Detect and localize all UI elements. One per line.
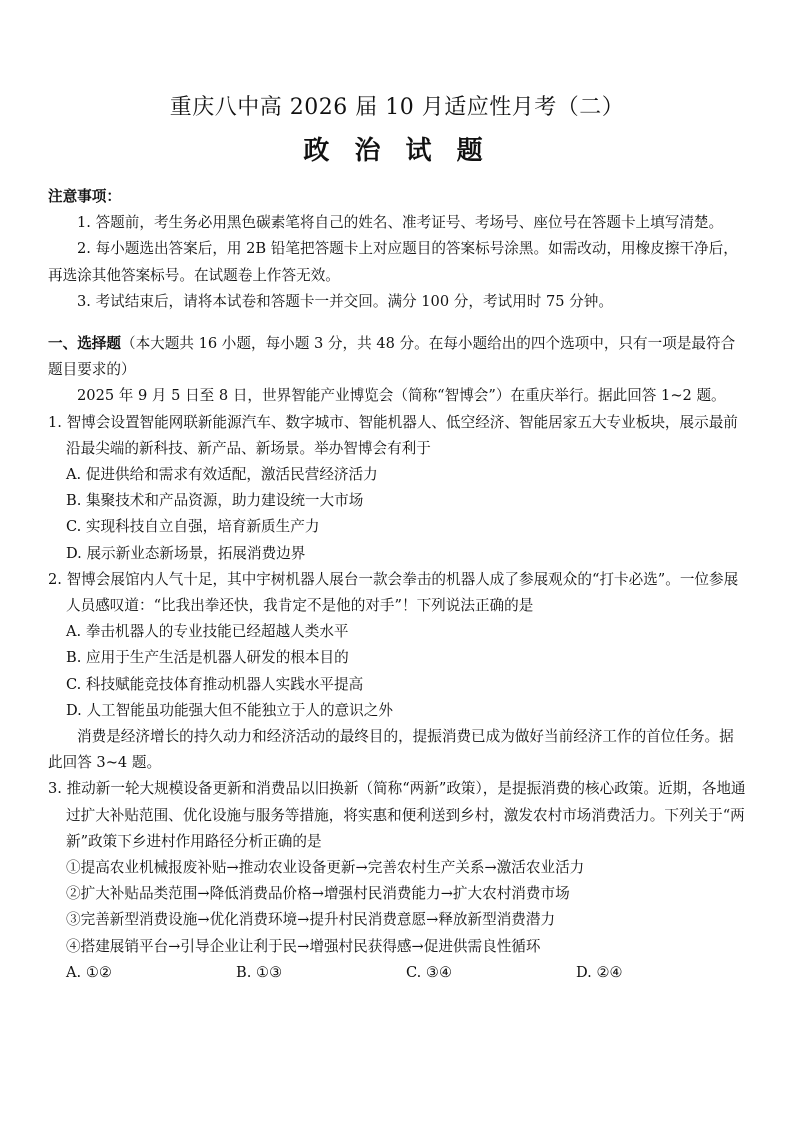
question-3-choice-d: D. ②④ bbox=[576, 963, 623, 981]
section-description: （本大题共 16 小题，每小题 3 分，共 48 分。在每小题给出的四个选项中，只有一项是最符合题目要求的） bbox=[48, 335, 736, 379]
question-3-item-4: ④搭建展销平台→引导企业让利于民→增强村民获得感→促进供需良性循环 bbox=[66, 937, 541, 955]
question-2-option-b: B. 应用于生产生活是机器人研发的根本目的 bbox=[66, 649, 349, 667]
exam-title: 重庆八中高 2026 届 10 月适应性月考（二） bbox=[169, 95, 625, 120]
question-2-option-c: C. 科技赋能竞技体育推动机器人实践水平提高 bbox=[66, 675, 364, 693]
section-label: 一、选择题 bbox=[48, 335, 121, 353]
question-1-option-c: C. 实现科技自立自强，培育新质生产力 bbox=[66, 518, 320, 536]
material-intro-2: 消费是经济增长的持久动力和经济活动的最终目的，提振消费已成为做好当前经济工作的首位任务。据此回答 3~4 题。 bbox=[48, 728, 734, 772]
exam-content bbox=[48, 184, 748, 986]
question-3-item-2: ②扩大补贴品类范围→降低消费品价格→增强村民消费能力→扩大农村消费市场 bbox=[66, 885, 570, 903]
question-3-choice-a: A. ①② bbox=[66, 963, 112, 981]
notice-heading: 注意事项： bbox=[48, 188, 121, 205]
question-2-stem: 2. 智博会展馆内人气十足，其中宇树机器人展台一款会拳击的机器人成了参展观众的“打卡必选”。一位参展人员感叹道：“比我出拳还快，我肯定不是他的对手”！下列说法正确的是 bbox=[48, 570, 739, 615]
question-3-stem: 3. 推动新一轮大规模设备更新和消费品以旧换新（简称“两新”政策），是提振消费的核心政策。近期，各地通过扩大补贴范围、优化设施与服务等措施，将实惠和便利送到乡村，激发农村市场消费活力。下列关于“两新”政策下乡进村作用路径分析正确的是 bbox=[48, 780, 746, 850]
question-3-choices bbox=[48, 960, 748, 986]
material-intro-1: 2025 年 9 月 5 日至 8 日，世界智能产业博览会（简称“智博会”）在重庆举行。据此回答 1~2 题。 bbox=[77, 387, 726, 405]
question-3-choice-c: C. ③④ bbox=[406, 963, 453, 981]
exam-subject-title: 政 治 试 题 bbox=[303, 136, 491, 166]
section-heading bbox=[48, 331, 748, 383]
question-3-item-1: ①提高农业机械报废补贴→推动农业设备更新→完善农村生产关系→激活农业活力 bbox=[66, 859, 585, 877]
question-3-item-3: ③完善新型消费设施→优化消费环境→提升村民消费意愿→释放新型消费潜力 bbox=[66, 911, 556, 929]
question-1-option-d: D. 展示新业态新场景，拓展消费边界 bbox=[66, 544, 306, 562]
notice-item-2: 2. 每小题选出答案后，用 2B 铅笔把答题卡上对应题目的答案标号涂黑。如需改动，用橡皮擦干净后，再选涂其他答案标号。在试题卷上作答无效。 bbox=[48, 240, 738, 284]
question-1-option-a: A. 促进供给和需求有效适配，激活民营经济活力 bbox=[66, 466, 378, 484]
notice-item-3: 3. 考试结束后，请将本试卷和答题卡一并交回。满分 100 分，考试用时 75 分钟。 bbox=[77, 292, 613, 310]
question-1-stem: 1. 智博会设置智能网联新能源汽车、数字城市、智能机器人、低空经济、智能居家五大专业板块，展示最前沿最尖端的新科技、新产品、新场景。举办智博会有利于 bbox=[48, 413, 738, 457]
question-2-option-a: A. 拳击机器人的专业技能已经超越人类水平 bbox=[66, 623, 349, 641]
question-2-option-d: D. 人工智能虽功能强大但不能独立于人的意识之外 bbox=[66, 701, 393, 719]
question-3-choice-b: B. ①③ bbox=[236, 963, 283, 981]
notice-item-1: 1. 答题前，考生务必用黑色碳素笔将自己的姓名、准考证号、考场号、座位号在答题卡上填写清楚。 bbox=[77, 214, 724, 232]
question-1-option-b: B. 集聚技术和产品资源，助力建设统一大市场 bbox=[66, 492, 364, 510]
